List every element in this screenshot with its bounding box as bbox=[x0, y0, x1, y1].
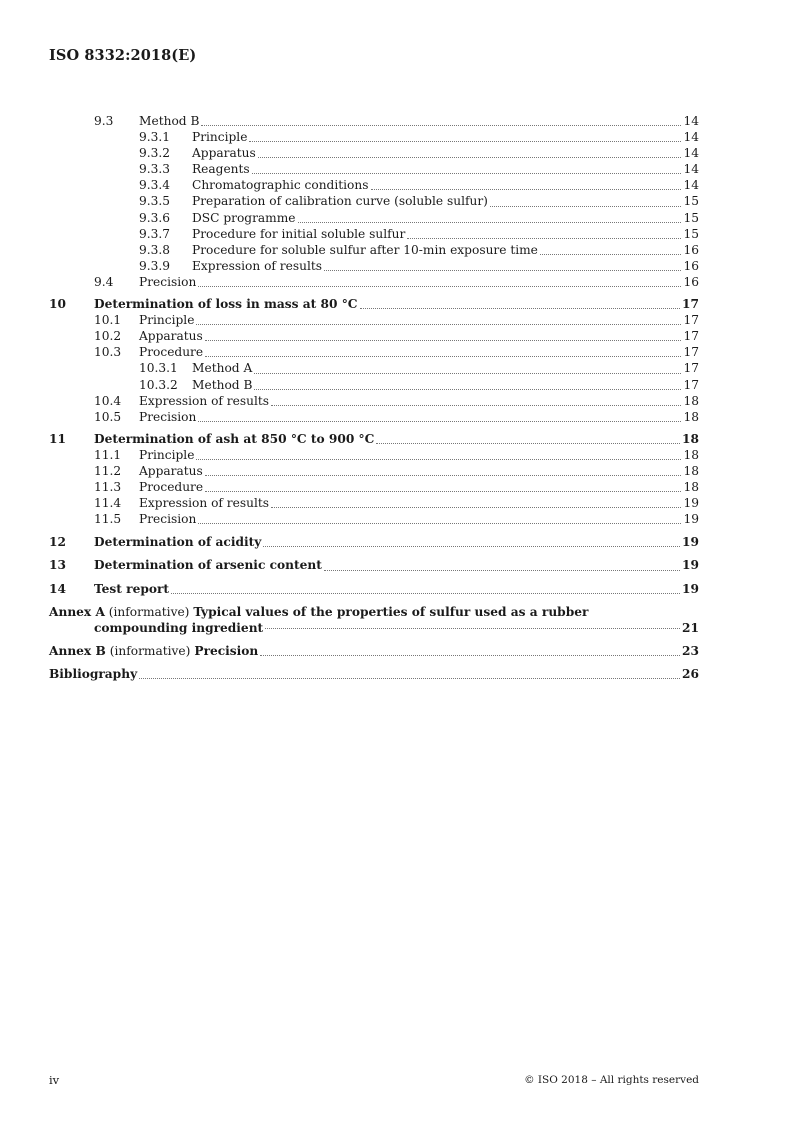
toc-entry-9-3[interactable] bbox=[49, 113, 699, 129]
dot-leader bbox=[324, 570, 680, 571]
annex-label: Annex B bbox=[49, 643, 106, 658]
toc-number: 14 bbox=[49, 581, 66, 596]
toc-title: Determination of arsenic content bbox=[94, 558, 322, 573]
dot-leader bbox=[490, 206, 682, 207]
toc-number: 10.5 bbox=[94, 409, 122, 424]
page-number: iv bbox=[49, 1073, 60, 1087]
toc-page: 15 bbox=[683, 210, 699, 225]
dot-leader bbox=[205, 356, 681, 357]
toc-page: 16 bbox=[683, 274, 699, 289]
toc-page: 18 bbox=[683, 447, 699, 462]
toc-entry-9-3-1[interactable] bbox=[49, 129, 699, 145]
copyright-notice: © ISO 2018 – All rights reserved bbox=[524, 1074, 699, 1086]
dot-leader bbox=[371, 189, 682, 190]
dot-leader bbox=[271, 507, 681, 508]
dot-leader bbox=[540, 254, 682, 255]
toc-number: 11.2 bbox=[94, 463, 122, 478]
toc-title: Determination of loss in mass at 80 °C bbox=[94, 297, 358, 312]
toc-page: 17 bbox=[682, 297, 699, 312]
toc-entry-9-3-3[interactable] bbox=[49, 161, 699, 177]
toc-entry-9-3-4[interactable] bbox=[49, 177, 699, 193]
toc-title: Principle bbox=[192, 130, 248, 145]
toc-page: 19 bbox=[683, 496, 699, 511]
toc-title: Bibliography bbox=[49, 666, 138, 681]
toc-entry-11-2[interactable] bbox=[49, 463, 699, 479]
annex-title-line2: compounding ingredient bbox=[94, 620, 264, 635]
toc-number: 9.3.8 bbox=[139, 242, 171, 257]
toc-entry-11-3[interactable] bbox=[49, 479, 699, 495]
toc-entry-10-1[interactable] bbox=[49, 312, 699, 328]
toc-page: 14 bbox=[683, 146, 699, 161]
toc-title: Expression of results bbox=[139, 393, 269, 408]
dot-leader bbox=[324, 270, 681, 271]
annex-title: Precision bbox=[194, 643, 259, 658]
toc-title: Procedure for initial soluble sulfur bbox=[192, 226, 406, 241]
dot-leader bbox=[407, 238, 681, 239]
toc-title: Precision bbox=[139, 512, 197, 527]
toc-number: 9.3.5 bbox=[139, 194, 171, 209]
toc-number: 10.3 bbox=[94, 345, 122, 360]
toc-page: 17 bbox=[683, 345, 699, 360]
dot-leader bbox=[198, 421, 681, 422]
toc-page: 15 bbox=[683, 226, 699, 241]
toc-entry-9-3-7[interactable] bbox=[49, 226, 699, 242]
toc-page: 18 bbox=[683, 409, 699, 424]
toc-page: 23 bbox=[682, 643, 699, 658]
toc-entry-9-3-6[interactable] bbox=[49, 210, 699, 226]
toc-title: Expression of results bbox=[192, 258, 322, 273]
toc-title: Test report bbox=[94, 581, 170, 596]
toc-page: 14 bbox=[683, 162, 699, 177]
toc-entry-annex-a[interactable] bbox=[49, 604, 699, 636]
toc-title: Procedure for soluble sulfur after 10-min exposure time bbox=[192, 242, 538, 257]
toc-page: 14 bbox=[683, 178, 699, 193]
toc-page: 17 bbox=[683, 377, 699, 392]
dot-leader bbox=[139, 678, 680, 679]
toc-number: 11.4 bbox=[94, 496, 122, 511]
toc-number: 9.4 bbox=[94, 274, 114, 289]
toc-entry-11-4[interactable] bbox=[49, 495, 699, 511]
toc-number: 9.3.3 bbox=[139, 162, 171, 177]
toc-entry-12[interactable] bbox=[49, 534, 699, 550]
toc-page: 17 bbox=[683, 361, 699, 376]
dot-leader bbox=[263, 546, 680, 547]
toc-title: Principle bbox=[139, 313, 195, 328]
toc-number: 10.4 bbox=[94, 393, 122, 408]
toc-number: 9.3 bbox=[94, 114, 114, 128]
dot-leader bbox=[205, 340, 682, 341]
toc-page: 26 bbox=[682, 666, 699, 681]
toc-title: Method B bbox=[192, 377, 253, 392]
toc-page: 18 bbox=[683, 393, 699, 408]
toc-title: Apparatus bbox=[139, 329, 203, 344]
dot-leader bbox=[265, 628, 680, 629]
toc-entry-10-3-2[interactable] bbox=[49, 377, 699, 393]
toc-entry-11[interactable] bbox=[49, 431, 699, 447]
dot-leader bbox=[196, 459, 681, 460]
annex-note: (informative) bbox=[109, 643, 191, 658]
toc-number: 13 bbox=[49, 558, 66, 573]
toc-number: 10 bbox=[49, 297, 66, 312]
dot-leader bbox=[254, 373, 681, 374]
dot-leader bbox=[298, 222, 682, 223]
document-id: ISO 8332:2018(E) bbox=[49, 47, 197, 64]
toc-entry-10-3-1[interactable] bbox=[49, 360, 699, 376]
toc-number: 11.5 bbox=[94, 512, 122, 527]
toc-number: 10.3.2 bbox=[139, 377, 178, 392]
toc-title: Procedure bbox=[139, 345, 204, 360]
toc-page: 15 bbox=[683, 194, 699, 209]
annex-label: Annex A bbox=[49, 604, 105, 619]
toc-page: 16 bbox=[683, 242, 699, 257]
toc-number: 11.1 bbox=[94, 447, 122, 462]
toc-title: Precision bbox=[139, 409, 197, 424]
toc-page: 19 bbox=[682, 535, 699, 550]
toc-entry-10-3[interactable] bbox=[49, 344, 699, 360]
toc-page: 19 bbox=[682, 558, 699, 573]
toc-page: 18 bbox=[683, 463, 699, 478]
toc-page: 16 bbox=[683, 258, 699, 273]
toc-number: 9.3.2 bbox=[139, 146, 171, 161]
toc-page: 14 bbox=[683, 114, 699, 128]
toc-page: 17 bbox=[683, 329, 699, 344]
toc-entry-10-4[interactable] bbox=[49, 393, 699, 409]
annex-title-line1: Typical values of the properties of sulfur used as a rubber bbox=[193, 604, 589, 619]
dot-leader bbox=[198, 523, 681, 524]
dot-leader bbox=[271, 405, 681, 406]
dot-leader bbox=[171, 593, 680, 594]
dot-leader bbox=[360, 308, 681, 309]
annex-note: (informative) bbox=[108, 604, 190, 619]
toc-title: Apparatus bbox=[192, 146, 256, 161]
toc-page: 19 bbox=[682, 581, 699, 596]
toc-title: Determination of ash at 850 °C to 900 °C bbox=[94, 431, 375, 446]
toc-entry-10-2[interactable] bbox=[49, 328, 699, 344]
toc-title: Method A bbox=[192, 361, 253, 376]
toc-title: Apparatus bbox=[139, 463, 203, 478]
toc-page: 19 bbox=[683, 512, 699, 527]
toc-number: 9.3.9 bbox=[139, 258, 171, 273]
toc-number: 9.3.1 bbox=[139, 130, 171, 145]
dot-leader bbox=[201, 125, 681, 126]
toc-title: Expression of results bbox=[139, 496, 269, 511]
toc-page: 14 bbox=[683, 130, 699, 145]
toc-title: Preparation of calibration curve (soluble sulfur) bbox=[192, 194, 488, 209]
dot-leader bbox=[252, 173, 682, 174]
toc-entry-11-5[interactable] bbox=[49, 511, 699, 527]
toc-title: Precision bbox=[139, 274, 197, 289]
dot-leader bbox=[249, 141, 681, 142]
toc-entry-10-5[interactable] bbox=[49, 409, 699, 425]
toc-entry-9-3-9[interactable] bbox=[49, 258, 699, 274]
toc-number: 9.3.6 bbox=[139, 210, 171, 225]
toc-title: Determination of acidity bbox=[94, 535, 262, 550]
dot-leader bbox=[205, 491, 681, 492]
table-of-contents bbox=[49, 113, 699, 682]
toc-title: Principle bbox=[139, 447, 195, 462]
toc-entry-10[interactable] bbox=[49, 296, 699, 312]
toc-entry-11-1[interactable] bbox=[49, 447, 699, 463]
dot-leader bbox=[205, 475, 682, 476]
toc-page: 21 bbox=[682, 620, 699, 635]
toc-page: 17 bbox=[683, 313, 699, 328]
toc-entry-9-3-5[interactable] bbox=[49, 193, 699, 209]
toc-number: 9.3.7 bbox=[139, 226, 171, 241]
toc-title: Chromatographic conditions bbox=[192, 178, 369, 193]
toc-entry-annex-b[interactable] bbox=[49, 643, 699, 659]
toc-number: 11 bbox=[49, 431, 66, 446]
toc-number: 11.3 bbox=[94, 480, 122, 495]
toc-title: DSC programme bbox=[192, 210, 296, 225]
toc-number: 12 bbox=[49, 535, 66, 550]
toc-entry-14[interactable] bbox=[49, 581, 699, 597]
toc-entry-9-3-2[interactable] bbox=[49, 145, 699, 161]
toc-number: 10.1 bbox=[94, 313, 122, 328]
dot-leader bbox=[260, 655, 680, 656]
toc-entry-bibliography[interactable] bbox=[49, 666, 699, 682]
dot-leader bbox=[254, 389, 681, 390]
dot-leader bbox=[376, 443, 680, 444]
dot-leader bbox=[258, 157, 682, 158]
toc-entry-9-3-8[interactable] bbox=[49, 242, 699, 258]
toc-number: 10.3.1 bbox=[139, 361, 178, 376]
dot-leader bbox=[196, 324, 681, 325]
toc-entry-13[interactable] bbox=[49, 557, 699, 573]
toc-title: Method B bbox=[139, 114, 200, 128]
toc-number: 9.3.4 bbox=[139, 178, 171, 193]
toc-title: Procedure bbox=[139, 480, 204, 495]
toc-number: 10.2 bbox=[94, 329, 122, 344]
toc-entry-9-4[interactable] bbox=[49, 274, 699, 290]
toc-page: 18 bbox=[682, 431, 699, 446]
toc-title: Reagents bbox=[192, 162, 250, 177]
dot-leader bbox=[198, 286, 681, 287]
toc-page: 18 bbox=[683, 480, 699, 495]
